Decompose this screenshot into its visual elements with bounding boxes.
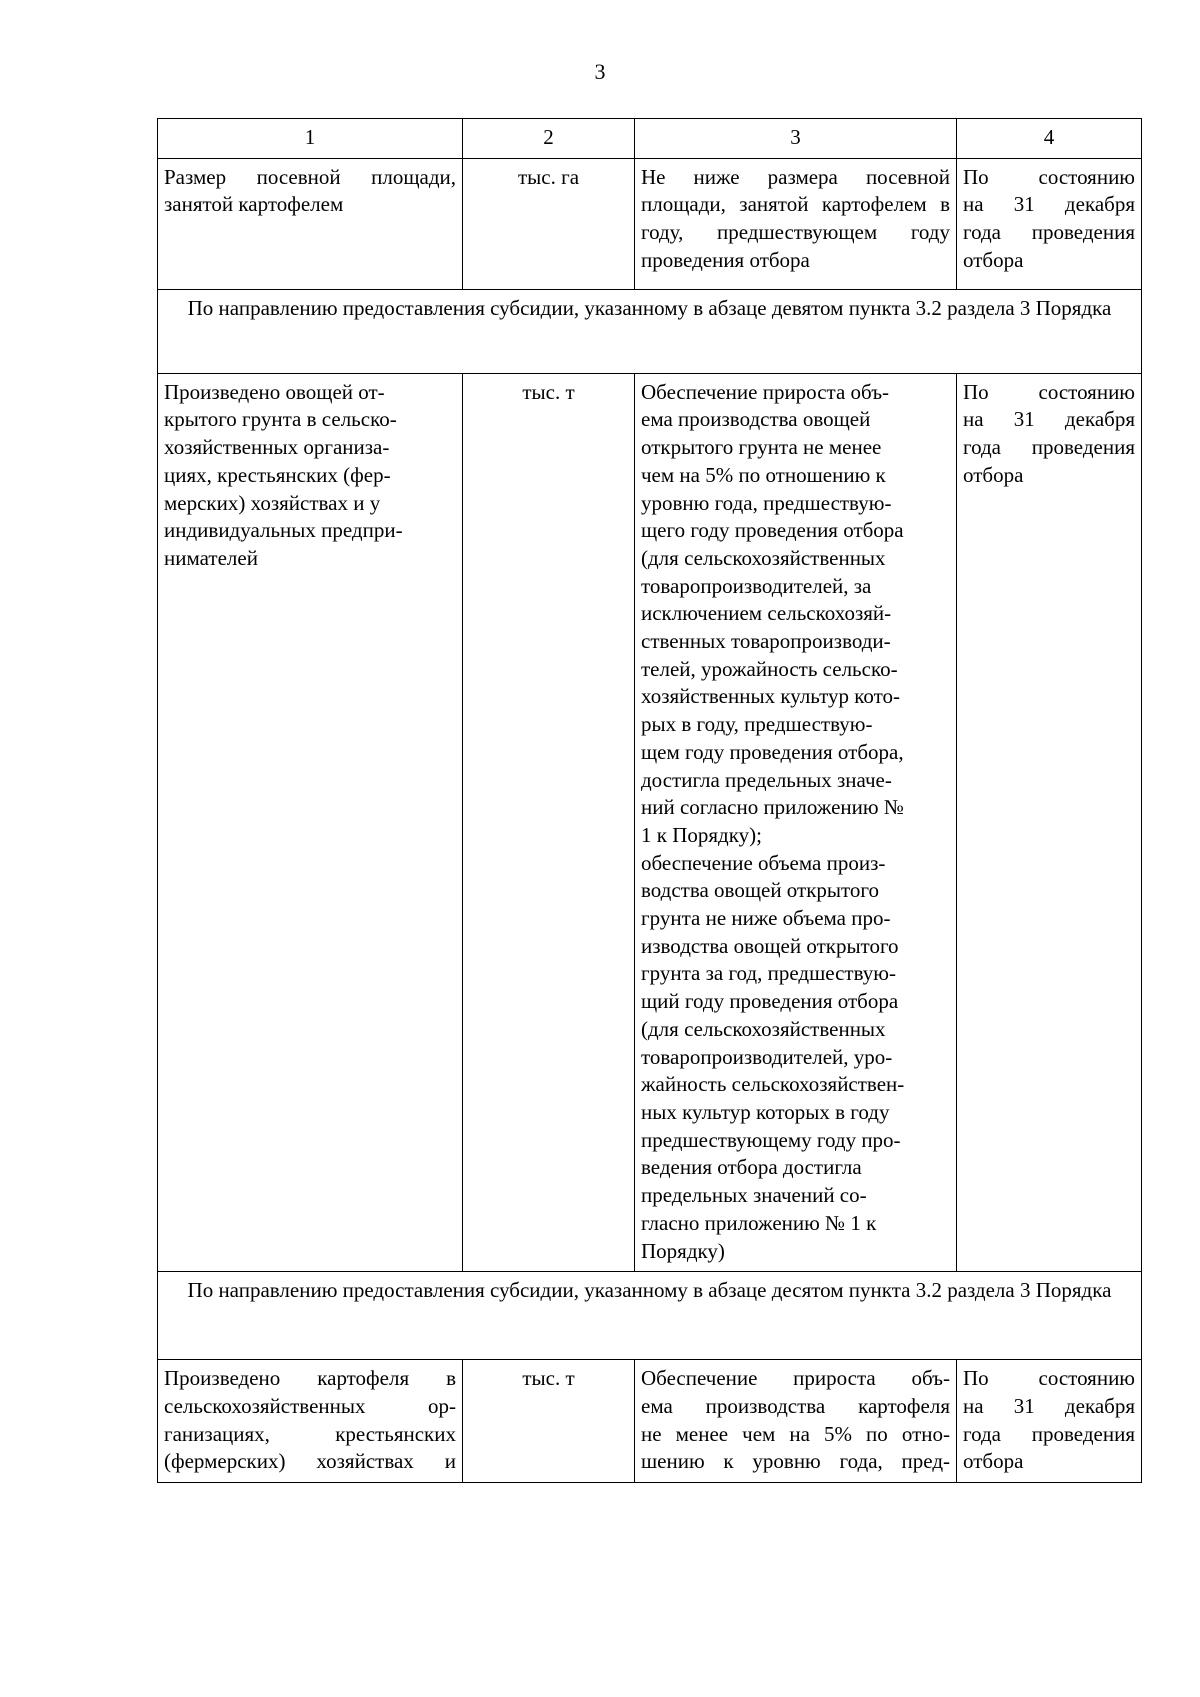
date-line: По состоянию — [963, 379, 1135, 404]
condition-line: ственных товаропроизводи- — [641, 629, 891, 654]
condition-cell — [635, 373, 957, 1272]
header-col-1: 1 — [158, 119, 463, 159]
condition-line: (для сельскохозяйственных — [641, 1016, 886, 1041]
header-col-2: 2 — [463, 119, 635, 159]
condition-line: чем на 5% по отношению к — [641, 462, 886, 487]
condition-line: хозяйственных культур кото- — [641, 684, 900, 709]
condition-line: ема производства картофеля — [641, 1393, 950, 1418]
condition-line: щего году проведения отбора — [641, 518, 904, 543]
condition-cell — [635, 158, 957, 289]
date-line: По состоянию — [963, 1366, 1135, 1391]
condition-line: обеспечение объема произ- — [641, 850, 886, 875]
indicator-cell — [158, 1360, 463, 1483]
section-row — [158, 1272, 1142, 1360]
indicator-line: сельскохозяйственных ор- — [164, 1393, 456, 1418]
table-row — [158, 373, 1142, 1272]
condition-line: уровню года, предшествую- — [641, 490, 892, 515]
indicator-line: мерских) хозяйствах и у — [164, 490, 381, 515]
condition-line: телей, урожайность сельско- — [641, 656, 898, 681]
condition-line: предшествующему году про- — [641, 1127, 901, 1152]
date-line: отбора — [963, 247, 1024, 272]
header-col-4: 4 — [957, 119, 1142, 159]
indicator-line: крытого грунта в сельско- — [164, 407, 397, 432]
condition-line: 1 к Порядку); — [641, 822, 762, 847]
condition-line: товаропроизводителей, за — [641, 573, 872, 598]
condition-line: грунта за год, предшествую- — [641, 961, 896, 986]
table-header-row — [158, 119, 1142, 159]
date-line: года проведения — [963, 220, 1135, 245]
condition-line: водства овощей открытого — [641, 878, 880, 903]
condition-line: предельных значений со- — [641, 1183, 867, 1208]
header-col-3: 3 — [635, 119, 957, 159]
condition-line: не менее чем на 5% по отно- — [641, 1421, 950, 1446]
unit-cell — [463, 373, 635, 1272]
indicator-line: нимателей — [164, 545, 258, 570]
date-line: на 31 декабря — [963, 1393, 1135, 1418]
date-line: По состоянию — [963, 164, 1135, 189]
condition-line: щий году проведения отбора — [641, 989, 899, 1014]
condition-line: ных культур которых в году — [641, 1099, 890, 1124]
indicator-cell — [158, 373, 463, 1272]
date-line: на 31 декабря — [963, 407, 1135, 432]
condition-line: шению к уровню года, пред- — [641, 1449, 950, 1474]
condition-line: грунта не ниже объема про- — [641, 906, 891, 931]
condition-line: достигла предельных значе- — [641, 767, 892, 792]
indicator-text: Размер посевной площади, занятой картофелем — [164, 164, 456, 217]
unit-text: тыс. т — [522, 379, 575, 404]
indicator-cell — [158, 158, 463, 289]
condition-line: гласно приложению № 1 к — [641, 1210, 877, 1235]
condition-line: товаропроизводителей, уро- — [641, 1044, 893, 1069]
unit-cell — [463, 1360, 635, 1483]
condition-line: изводства овощей открытого — [641, 933, 899, 958]
date-cell — [957, 158, 1142, 289]
table-row — [158, 158, 1142, 289]
date-line: отбора — [963, 462, 1024, 487]
date-cell — [957, 1360, 1142, 1483]
condition-cell — [635, 1360, 957, 1483]
section-heading: По направлению предоставления субсидии, указанному в абзаце девятом пункта 3.2 раздела 3 Порядка — [158, 289, 1142, 373]
indicator-line: ганизациях, крестьянских — [164, 1421, 456, 1446]
condition-line: исключением сельскохозяй- — [641, 601, 892, 626]
condition-line: Обеспечение прироста объ- — [641, 1366, 950, 1391]
condition-line: ема производства овощей — [641, 407, 871, 432]
date-line: года проведения — [963, 1421, 1135, 1446]
indicator-line: Произведено картофеля в — [164, 1366, 456, 1391]
section-row — [158, 289, 1142, 373]
condition-line: (для сельскохозяйственных — [641, 545, 886, 570]
condition-line: щем году проведения отбора, — [641, 739, 904, 764]
unit-cell — [463, 158, 635, 289]
date-cell — [957, 373, 1142, 1272]
date-line: на 31 декабря — [963, 192, 1135, 217]
date-line: отбора — [963, 1449, 1024, 1474]
condition-line: Порядку) — [641, 1238, 725, 1263]
unit-text: тыс. га — [517, 164, 580, 189]
condition-text: Не ниже размера посевной площади, занятой картофелем в году, предшествующем году проведения отбора — [641, 164, 950, 272]
indicator-line: хозяйственных организа- — [164, 435, 390, 460]
indicator-line: индивидуальных предпри- — [164, 518, 403, 543]
indicators-table — [157, 118, 1142, 1483]
indicator-line: Произведено овощей от- — [164, 379, 385, 404]
condition-line: открытого грунта не менее — [641, 435, 882, 460]
condition-line: жайность сельскохозяйствен- — [641, 1072, 905, 1097]
indicator-line: (фермерских) хозяйствах и — [164, 1449, 456, 1474]
table-row — [158, 1360, 1142, 1483]
condition-line: рых в году, предшествую- — [641, 712, 873, 737]
page-number: 3 — [594, 59, 606, 84]
date-line: года проведения — [963, 435, 1135, 460]
section-heading: По направлению предоставления субсидии, указанному в абзаце десятом пункта 3.2 раздела 3 Порядка — [158, 1272, 1142, 1360]
condition-line: Обеспечение прироста объ- — [641, 379, 890, 404]
indicator-line: циях, крестьянских (фер- — [164, 462, 391, 487]
unit-text: тыс. т — [522, 1366, 575, 1391]
condition-line: ведения отбора достигла — [641, 1155, 862, 1180]
condition-line: ний согласно приложению № — [641, 795, 904, 820]
